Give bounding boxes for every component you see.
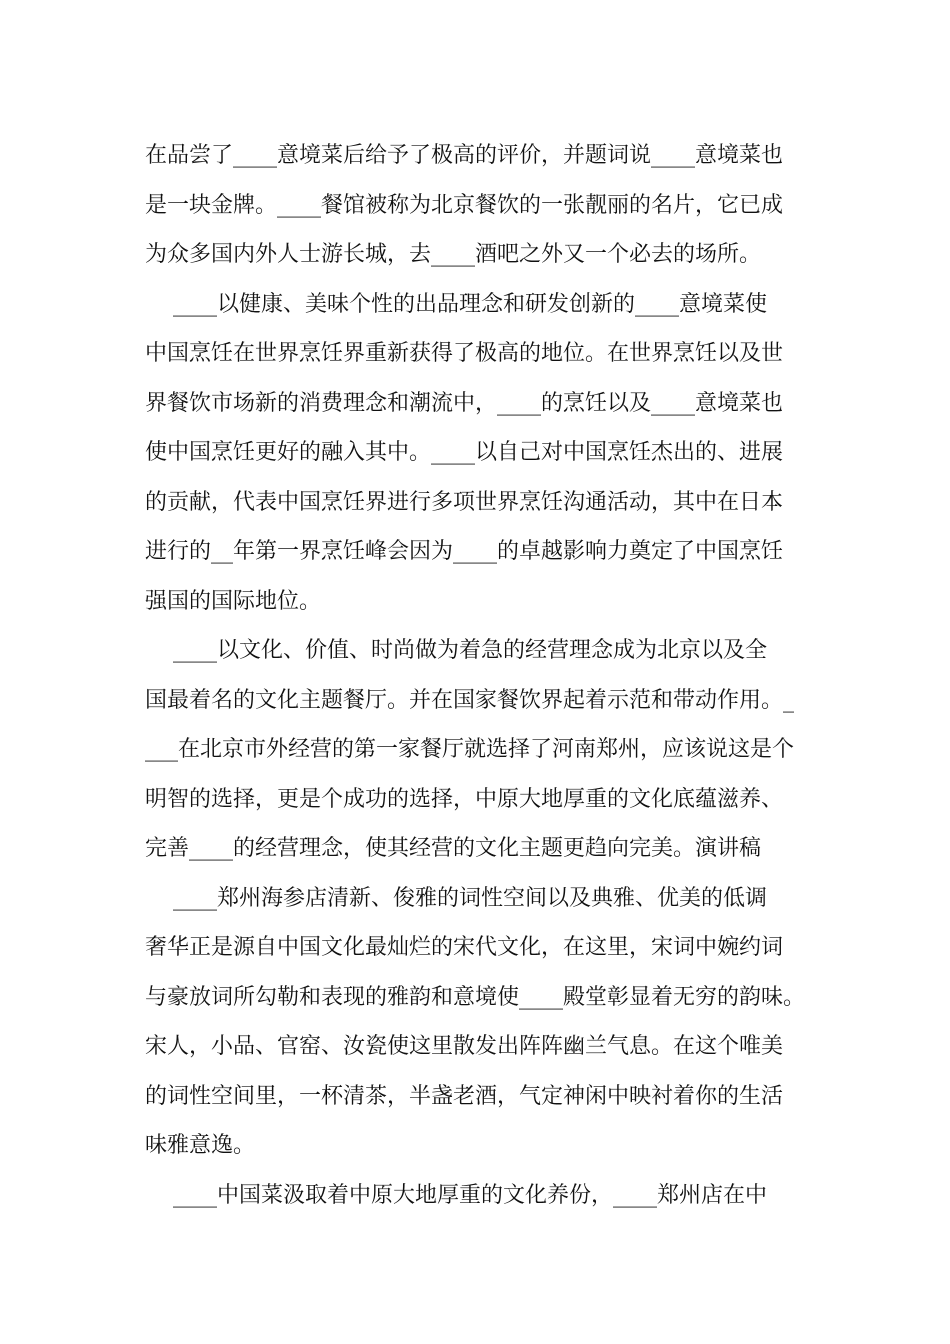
text-line: 味雅意逸。 [145,1133,256,1158]
text-line: 界餐饮市场新的消费理念和潮流中，____的烹饪以及____意境菜也 [145,390,784,416]
text-line: ____以健康、美味个性的出品理念和研发创新的____意境菜使 [145,291,767,317]
text-line: 中国烹饪在世界烹饪界重新获得了极高的地位。在世界烹饪以及世 [145,341,784,366]
text-line: 为众多国内外人士游长城，去____酒吧之外又一个必去的场所。 [145,242,762,267]
text-line: 完善____的经营理念，使其经营的文化主题更趋向完美。演讲稿 [145,836,762,861]
text-line: 的词性空间里，一杯清茶，半盏老酒，气定神闲中映衬着你的生活 [145,1083,784,1109]
text-line: ___在北京市外经营的第一家餐厅就选择了河南郑州，应该说这是个 [145,737,795,762]
text-line: 是一块金牌。____餐馆被称为北京餐饮的一张靓丽的名片，它已成 [145,192,784,218]
text-line: ____郑州海参店清新、俊雅的词性空间以及典雅、优美的低调 [145,885,767,911]
text-line: 使中国烹饪更好的融入其中。____以自己对中国烹饪杰出的、进展 [145,440,784,465]
text-line: 在品尝了____意境菜后给予了极高的评价，并题词说____意境菜也 [145,143,784,168]
text-line: 国最着名的文化主题餐厅。并在国家餐饮界起着示范和带动作用。_ [145,687,795,713]
text-line: 与豪放词所勾勒和表现的雅韵和意境使____殿堂彰显着无穷的韵味。 [145,984,806,1010]
text-line: 进行的__年第一界烹饪峰会因为____的卓越影响力奠定了中国烹饪 [145,539,784,564]
text-line: 宋人，小品、官窑、汝瓷使这里散发出阵阵幽兰气息。在这个唯美 [145,1034,784,1059]
text-line: ____中国菜汲取着中原大地厚重的文化养份，____郑州店在中 [145,1182,767,1208]
text-line: 明智的选择，更是个成功的选择，中原大地厚重的文化底蕴滋养、 [145,786,784,812]
text-line: 强国的国际地位。 [145,588,322,614]
text-line: 奢华正是源自中国文化最灿烂的宋代文化，在这里，宋词中婉约词 [145,935,784,960]
document-body [145,131,825,1220]
text-line: ____以文化、价值、时尚做为着急的经营理念成为北京以及全 [145,638,767,663]
text-line: 的贡献，代表中国烹饪界进行多项世界烹饪沟通活动，其中在日本 [145,489,784,515]
